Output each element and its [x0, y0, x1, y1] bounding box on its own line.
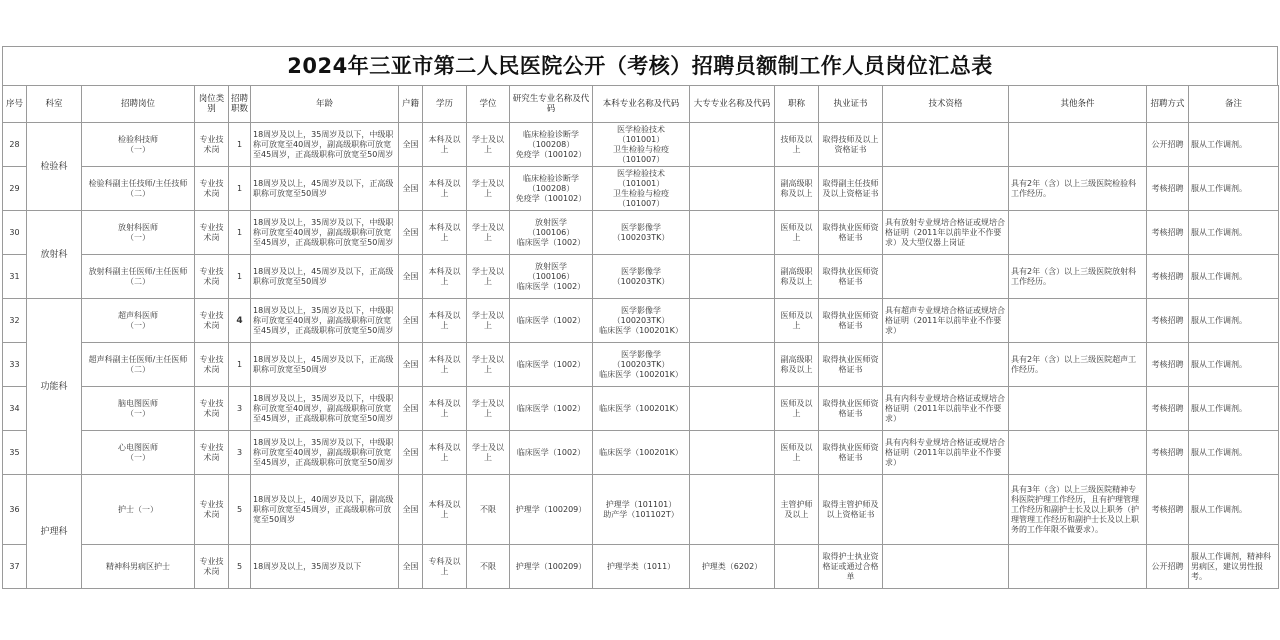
- cell-other: [1009, 299, 1147, 343]
- cell-college-major: [690, 167, 775, 211]
- cell-other: 具有2年（含）以上三级医院放射科工作经历。: [1009, 255, 1147, 299]
- cell-edu: 本科及以上: [423, 387, 467, 431]
- header-college-major: 大专专业名称及代码: [690, 86, 775, 123]
- cell-count: 3: [229, 387, 251, 431]
- cell-other: 具有2年（含）以上三级医院检验科工作经历。: [1009, 167, 1147, 211]
- cell-age: 18周岁及以上，35周岁及以下，中级职称可放宽至40周岁，副高级职称可放宽至45周岁，正高级职称可放宽至50周岁: [251, 123, 399, 167]
- cell-count: 1: [229, 255, 251, 299]
- cell-other: [1009, 387, 1147, 431]
- cell-hukou: 全国: [399, 255, 423, 299]
- cell-no: 37: [3, 545, 27, 589]
- cell-grad-major: 临床检验诊断学（100208） 免疫学（100102）: [510, 123, 593, 167]
- cell-count: 1: [229, 123, 251, 167]
- cell-degree: 学士及以上: [467, 387, 510, 431]
- table-row: [3, 299, 1279, 343]
- cell-edu: 本科及以上: [423, 211, 467, 255]
- cell-edu: 本科及以上: [423, 299, 467, 343]
- cell-category: 专业技术岗: [195, 545, 229, 589]
- cell-age: 18周岁及以上，35周岁及以下: [251, 545, 399, 589]
- cell-note: 服从工作调剂。: [1189, 167, 1279, 211]
- cell-college-major: [690, 475, 775, 545]
- cell-grad-major: 临床医学（1002）: [510, 299, 593, 343]
- cell-undergrad-major: 医学影像学（100203TK）: [593, 211, 690, 255]
- cell-method: 考核招聘: [1147, 211, 1189, 255]
- cell-degree: 学士及以上: [467, 343, 510, 387]
- cell-count: 5: [229, 545, 251, 589]
- cell-hukou: 全国: [399, 211, 423, 255]
- cell-method: 考核招聘: [1147, 387, 1189, 431]
- cell-method: 考核招聘: [1147, 343, 1189, 387]
- cell-license: 取得主管护师及以上资格证书: [819, 475, 883, 545]
- header-grad-major: 研究生专业名称及代码: [510, 86, 593, 123]
- cell-edu: 本科及以上: [423, 431, 467, 475]
- header-license: 执业证书: [819, 86, 883, 123]
- cell-method: 考核招聘: [1147, 299, 1189, 343]
- cell-tech: [883, 123, 1009, 167]
- table-row: [3, 545, 1279, 589]
- cell-note: 服从工作调剂。: [1189, 123, 1279, 167]
- cell-tech: 具有超声专业规培合格证或规培合格证明（2011年以前毕业不作要求）: [883, 299, 1009, 343]
- cell-grad-major: 放射医学（100106） 临床医学（1002）: [510, 211, 593, 255]
- cell-no: 30: [3, 211, 27, 255]
- cell-category: 专业技术岗: [195, 167, 229, 211]
- recruitment-sheet: [2, 46, 1278, 589]
- cell-other: 具有3年（含）以上三级医院精神专科医院护理工作经历，且有护理管理工作经历和副护士长及以上职务（护理管理工作经历和副护士长及以上职务的工作年限不做要求）。: [1009, 475, 1147, 545]
- header-note: 备注: [1189, 86, 1279, 123]
- cell-tech: [883, 167, 1009, 211]
- cell-edu: 本科及以上: [423, 475, 467, 545]
- cell-title: 副高级职称及以上: [775, 343, 819, 387]
- cell-method: 考核招聘: [1147, 475, 1189, 545]
- cell-degree: 不限: [467, 545, 510, 589]
- cell-note: 服从工作调剂，精神科男病区，建议男性报考。: [1189, 545, 1279, 589]
- cell-college-major: [690, 255, 775, 299]
- cell-category: 专业技术岗: [195, 299, 229, 343]
- cell-undergrad-major: 医学影像学（100203TK） 临床医学（100201K）: [593, 343, 690, 387]
- cell-post: 超声科医师 （一）: [82, 299, 195, 343]
- table-row: [3, 123, 1279, 167]
- cell-post: 精神科男病区护士: [82, 545, 195, 589]
- header-age: 年龄: [251, 86, 399, 123]
- cell-edu: 本科及以上: [423, 343, 467, 387]
- cell-tech: 具有放射专业规培合格证或规培合格证明（2011年以前毕业不作要求）及大型仪器上岗证: [883, 211, 1009, 255]
- cell-degree: 学士及以上: [467, 255, 510, 299]
- cell-tech: [883, 475, 1009, 545]
- cell-note: 服从工作调剂。: [1189, 343, 1279, 387]
- cell-undergrad-major: 医学检验技术（101001） 卫生检验与检疫（101007）: [593, 123, 690, 167]
- cell-college-major: [690, 211, 775, 255]
- cell-degree: 不限: [467, 475, 510, 545]
- cell-dept: 检验科: [27, 123, 82, 211]
- cell-post: 放射科副主任医师/主任医师 （二）: [82, 255, 195, 299]
- cell-college-major: [690, 123, 775, 167]
- page-title: 2024年三亚市第二人民医院公开（考核）招聘员额制工作人员岗位汇总表: [2, 46, 1278, 85]
- cell-tech: [883, 545, 1009, 589]
- cell-degree: 学士及以上: [467, 167, 510, 211]
- cell-undergrad-major: 医学影像学（100203TK）: [593, 255, 690, 299]
- cell-undergrad-major: 医学影像学（100203TK） 临床医学（100201K）: [593, 299, 690, 343]
- cell-grad-major: 护理学（100209）: [510, 475, 593, 545]
- cell-note: 服从工作调剂。: [1189, 431, 1279, 475]
- cell-title: 主管护师及以上: [775, 475, 819, 545]
- cell-license: 取得技师及以上资格证书: [819, 123, 883, 167]
- cell-license: 取得副主任技师及以上资格证书: [819, 167, 883, 211]
- cell-count: 5: [229, 475, 251, 545]
- header-dept: 科室: [27, 86, 82, 123]
- cell-college-major: 护理类（6202）: [690, 545, 775, 589]
- cell-license: 取得执业医师资格证书: [819, 255, 883, 299]
- cell-title: 医师及以上: [775, 431, 819, 475]
- cell-age: 18周岁及以上，45周岁及以下，正高级职称可放宽至50周岁: [251, 167, 399, 211]
- table-row: [3, 343, 1279, 387]
- cell-no: 36: [3, 475, 27, 545]
- table-row: [3, 167, 1279, 211]
- cell-undergrad-major: 临床医学（100201K）: [593, 387, 690, 431]
- cell-grad-major: 临床医学（1002）: [510, 387, 593, 431]
- cell-other: [1009, 211, 1147, 255]
- cell-other: [1009, 545, 1147, 589]
- cell-edu: 专科及以上: [423, 545, 467, 589]
- cell-category: 专业技术岗: [195, 255, 229, 299]
- header-post: 招聘岗位: [82, 86, 195, 123]
- header-tech: 技术资格: [883, 86, 1009, 123]
- cell-no: 28: [3, 123, 27, 167]
- table-row: [3, 387, 1279, 431]
- cell-grad-major: 护理学（100209）: [510, 545, 593, 589]
- cell-title: [775, 545, 819, 589]
- table-row: [3, 475, 1279, 545]
- cell-count: 1: [229, 343, 251, 387]
- header-other: 其他条件: [1009, 86, 1147, 123]
- cell-hukou: 全国: [399, 387, 423, 431]
- cell-tech: 具有内科专业规培合格证或规培合格证明（2011年以前毕业不作要求）: [883, 387, 1009, 431]
- header-count: 招聘职数: [229, 86, 251, 123]
- cell-age: 18周岁及以上，45周岁及以下，正高级职称可放宽至50周岁: [251, 255, 399, 299]
- cell-method: 考核招聘: [1147, 255, 1189, 299]
- cell-other: [1009, 123, 1147, 167]
- cell-post: 检验科技师 （一）: [82, 123, 195, 167]
- cell-edu: 本科及以上: [423, 167, 467, 211]
- cell-tech: [883, 255, 1009, 299]
- cell-degree: 学士及以上: [467, 211, 510, 255]
- header-degree: 学位: [467, 86, 510, 123]
- cell-license: 取得执业医师资格证书: [819, 343, 883, 387]
- cell-post: 放射科医师 （一）: [82, 211, 195, 255]
- cell-undergrad-major: 护理学类（1011）: [593, 545, 690, 589]
- cell-no: 32: [3, 299, 27, 343]
- cell-other: 具有2年（含）以上三级医院超声工作经历。: [1009, 343, 1147, 387]
- cell-category: 专业技术岗: [195, 343, 229, 387]
- header-category: 岗位类别: [195, 86, 229, 123]
- cell-grad-major: 临床医学（1002）: [510, 343, 593, 387]
- cell-post: 脑电图医师 （一）: [82, 387, 195, 431]
- header-row: [3, 86, 1279, 123]
- cell-undergrad-major: 临床医学（100201K）: [593, 431, 690, 475]
- cell-college-major: [690, 343, 775, 387]
- header-undergrad-major: 本科专业名称及代码: [593, 86, 690, 123]
- header-edu: 学历: [423, 86, 467, 123]
- cell-note: 服从工作调剂。: [1189, 475, 1279, 545]
- cell-dept: 功能科: [27, 299, 82, 475]
- cell-grad-major: 放射医学（100106） 临床医学（1002）: [510, 255, 593, 299]
- cell-license: 取得执业医师资格证书: [819, 431, 883, 475]
- cell-hukou: 全国: [399, 299, 423, 343]
- cell-method: 考核招聘: [1147, 431, 1189, 475]
- cell-hukou: 全国: [399, 475, 423, 545]
- cell-degree: 学士及以上: [467, 431, 510, 475]
- cell-note: 服从工作调剂。: [1189, 387, 1279, 431]
- cell-college-major: [690, 299, 775, 343]
- header-no: 序号: [3, 86, 27, 123]
- cell-dept: 护理科: [27, 475, 82, 589]
- cell-no: 35: [3, 431, 27, 475]
- cell-hukou: 全国: [399, 343, 423, 387]
- cell-no: 33: [3, 343, 27, 387]
- cell-hukou: 全国: [399, 123, 423, 167]
- header-method: 招聘方式: [1147, 86, 1189, 123]
- cell-note: 服从工作调剂。: [1189, 299, 1279, 343]
- cell-no: 31: [3, 255, 27, 299]
- table-row: [3, 431, 1279, 475]
- cell-hukou: 全国: [399, 431, 423, 475]
- cell-license: 取得执业医师资格证书: [819, 387, 883, 431]
- header-hukou: 户籍: [399, 86, 423, 123]
- cell-dept: 放射科: [27, 211, 82, 299]
- cell-post: 护士（一）: [82, 475, 195, 545]
- cell-category: 专业技术岗: [195, 123, 229, 167]
- cell-degree: 学士及以上: [467, 299, 510, 343]
- cell-college-major: [690, 387, 775, 431]
- cell-license: 取得护士执业资格证或通过合格单: [819, 545, 883, 589]
- cell-undergrad-major: 护理学（101101） 助产学（101102T）: [593, 475, 690, 545]
- cell-category: 专业技术岗: [195, 431, 229, 475]
- cell-title: 医师及以上: [775, 387, 819, 431]
- cell-method: 考核招聘: [1147, 167, 1189, 211]
- cell-tech: [883, 343, 1009, 387]
- cell-college-major: [690, 431, 775, 475]
- cell-other: [1009, 431, 1147, 475]
- cell-age: 18周岁及以上，35周岁及以下，中级职称可放宽至40周岁，副高级职称可放宽至45周岁，正高级职称可放宽至50周岁: [251, 299, 399, 343]
- cell-title: 技师及以上: [775, 123, 819, 167]
- cell-title: 副高级职称及以上: [775, 167, 819, 211]
- cell-category: 专业技术岗: [195, 387, 229, 431]
- cell-license: 取得执业医师资格证书: [819, 211, 883, 255]
- cell-count: 4: [229, 299, 251, 343]
- cell-hukou: 全国: [399, 167, 423, 211]
- cell-post: 检验科副主任技师/主任技师 （二）: [82, 167, 195, 211]
- cell-note: 服从工作调剂。: [1189, 255, 1279, 299]
- cell-method: 公开招聘: [1147, 545, 1189, 589]
- cell-degree: 学士及以上: [467, 123, 510, 167]
- cell-no: 29: [3, 167, 27, 211]
- cell-title: 医师及以上: [775, 211, 819, 255]
- cell-undergrad-major: 医学检验技术（101001） 卫生检验与检疫（101007）: [593, 167, 690, 211]
- cell-hukou: 全国: [399, 545, 423, 589]
- cell-category: 专业技术岗: [195, 211, 229, 255]
- cell-tech: 具有内科专业规培合格证或规培合格证明（2011年以前毕业不作要求）: [883, 431, 1009, 475]
- cell-age: 18周岁及以上，40周岁及以下，副高级职称可放宽至45周岁，正高级职称可放宽至50周岁: [251, 475, 399, 545]
- cell-post: 心电图医师 （一）: [82, 431, 195, 475]
- table-row: [3, 211, 1279, 255]
- cell-category: 专业技术岗: [195, 475, 229, 545]
- cell-note: 服从工作调剂。: [1189, 211, 1279, 255]
- positions-table: [2, 85, 1279, 589]
- cell-age: 18周岁及以上，35周岁及以下，中级职称可放宽至40周岁，副高级职称可放宽至45周岁，正高级职称可放宽至50周岁: [251, 387, 399, 431]
- cell-grad-major: 临床检验诊断学（100208） 免疫学（100102）: [510, 167, 593, 211]
- cell-age: 18周岁及以上，35周岁及以下，中级职称可放宽至40周岁，副高级职称可放宽至45周岁，正高级职称可放宽至50周岁: [251, 431, 399, 475]
- cell-grad-major: 临床医学（1002）: [510, 431, 593, 475]
- cell-edu: 本科及以上: [423, 123, 467, 167]
- cell-title: 副高级职称及以上: [775, 255, 819, 299]
- cell-no: 34: [3, 387, 27, 431]
- cell-edu: 本科及以上: [423, 255, 467, 299]
- cell-count: 1: [229, 211, 251, 255]
- cell-method: 公开招聘: [1147, 123, 1189, 167]
- cell-count: 3: [229, 431, 251, 475]
- header-title: 职称: [775, 86, 819, 123]
- cell-title: 医师及以上: [775, 299, 819, 343]
- cell-age: 18周岁及以上，35周岁及以下，中级职称可放宽至40周岁，副高级职称可放宽至45周岁，正高级职称可放宽至50周岁: [251, 211, 399, 255]
- cell-age: 18周岁及以上，45周岁及以下，正高级职称可放宽至50周岁: [251, 343, 399, 387]
- table-row: [3, 255, 1279, 299]
- cell-post: 超声科副主任医师/主任医师 （二）: [82, 343, 195, 387]
- cell-count: 1: [229, 167, 251, 211]
- cell-license: 取得执业医师资格证书: [819, 299, 883, 343]
